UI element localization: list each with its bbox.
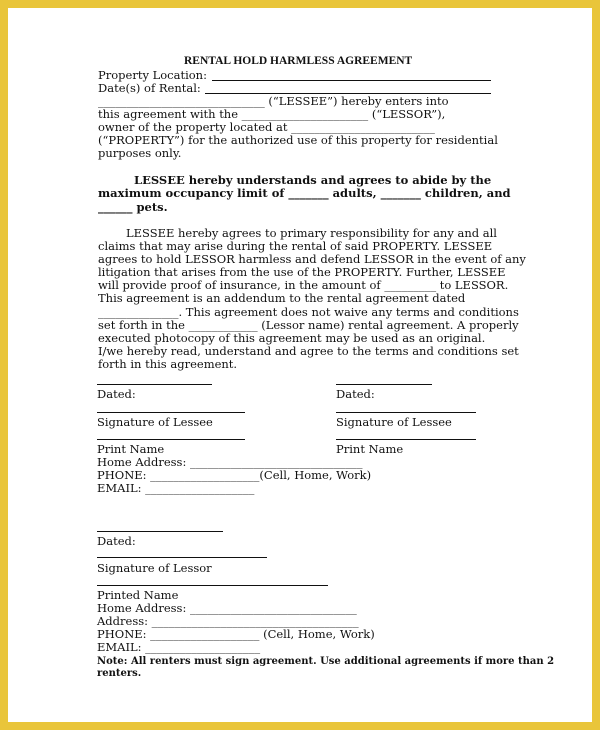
lessor-printed-name-label: Printed Name [97, 588, 179, 602]
lessee-2-signature-label: Signature of Lessee [336, 415, 452, 429]
lessee-phone: PHONE: ___________________(Cell, Home, Work) [97, 468, 372, 482]
lessor-dated-line[interactable] [97, 531, 223, 532]
lessor-signature-label: Signature of Lessor [97, 561, 212, 575]
lessor-home-address: Home Address: _____________________________ [97, 601, 357, 615]
body-line-2: claims that may arise during the rental of said PROPERTY. LESSEE [98, 239, 493, 253]
lessee-2-print-line[interactable] [336, 439, 476, 440]
note-line-1: Note: All renters must sign agreement. Use additional agreements if more than 2 [97, 656, 555, 667]
page-title: RENTAL HOLD HARMLESS AGREEMENT [184, 55, 413, 67]
body-line-6: This agreement is an addendum to the rental agreement dated [98, 291, 466, 305]
lessee-intro-line-1: _____________________________ (“LESSEE”) hereby enters into [98, 94, 449, 108]
lessee-1-print-line[interactable] [97, 439, 245, 440]
note-line-2: renters. [97, 668, 142, 679]
lessee-intro-line-3: owner of the property located at _________________________ [98, 120, 435, 134]
lessee-email: EMAIL: ___________________ [97, 481, 255, 495]
lessee-1-signature-label: Signature of Lessee [97, 415, 213, 429]
lessee-1-signature-line[interactable] [97, 412, 245, 413]
lessor-signature-line[interactable] [97, 557, 267, 558]
body-line-8: set forth in the ____________ (Lessor name) rental agreement. A properly [98, 318, 519, 332]
body-line-1: LESSEE hereby agrees to primary responsibility for any and all [126, 226, 497, 240]
document-page [8, 8, 592, 722]
occupancy-line-2: maximum occupancy limit of _______ adults, _______ children, and [98, 186, 511, 200]
lessee-intro-line-5: purposes only. [98, 146, 182, 160]
lessor-phone: PHONE: ___________________ (Cell, Home, Work) [97, 627, 375, 641]
body-line-11: forth in this agreement. [98, 357, 238, 371]
lessee-intro-line-2: this agreement with the ______________________ (“LESSOR”), [98, 107, 446, 121]
lessee-2-dated-label: Dated: [336, 387, 375, 401]
body-line-5: will provide proof of insurance, in the amount of _________ to LESSOR. [98, 278, 509, 292]
property-location-label: Property Location: [98, 68, 207, 82]
dates-of-rental-label: Date(s) of Rental: [98, 81, 201, 95]
body-line-3: agrees to hold LESSOR harmless and defend LESSOR in the event of any [98, 252, 526, 266]
occupancy-line-1: LESSEE hereby understands and agrees to abide by the [134, 173, 492, 187]
lessor-email: EMAIL: ____________________ [97, 640, 261, 654]
lessee-1-print-label: Print Name [97, 442, 165, 456]
occupancy-line-3: ______ pets. [98, 200, 168, 214]
lessor-address: Address: ____________________________________ [97, 614, 359, 628]
lessor-printed-name-line[interactable] [97, 585, 328, 586]
lessee-intro-line-4: (“PROPERTY”) for the authorized use of this property for residential [98, 133, 498, 147]
lessee-home-address: Home Address: ______________________________ [97, 455, 363, 469]
body-line-7: ______________. This agreement does not waive any terms and conditions [98, 305, 519, 319]
body-line-10: I/we hereby read, understand and agree to the terms and conditions set [98, 344, 519, 358]
lessee-1-dated-line[interactable] [97, 384, 212, 385]
property-location-field[interactable] [212, 80, 491, 81]
lessee-2-signature-line[interactable] [336, 412, 476, 413]
lessee-1-dated-label: Dated: [97, 387, 136, 401]
lessor-dated-label: Dated: [97, 534, 136, 548]
body-line-4: litigation that arises from the use of the PROPERTY. Further, LESSEE [98, 265, 506, 279]
lessee-2-dated-line[interactable] [336, 384, 432, 385]
body-line-9: executed photocopy of this agreement may be used as an original. [98, 331, 486, 345]
lessee-2-print-label: Print Name [336, 442, 404, 456]
